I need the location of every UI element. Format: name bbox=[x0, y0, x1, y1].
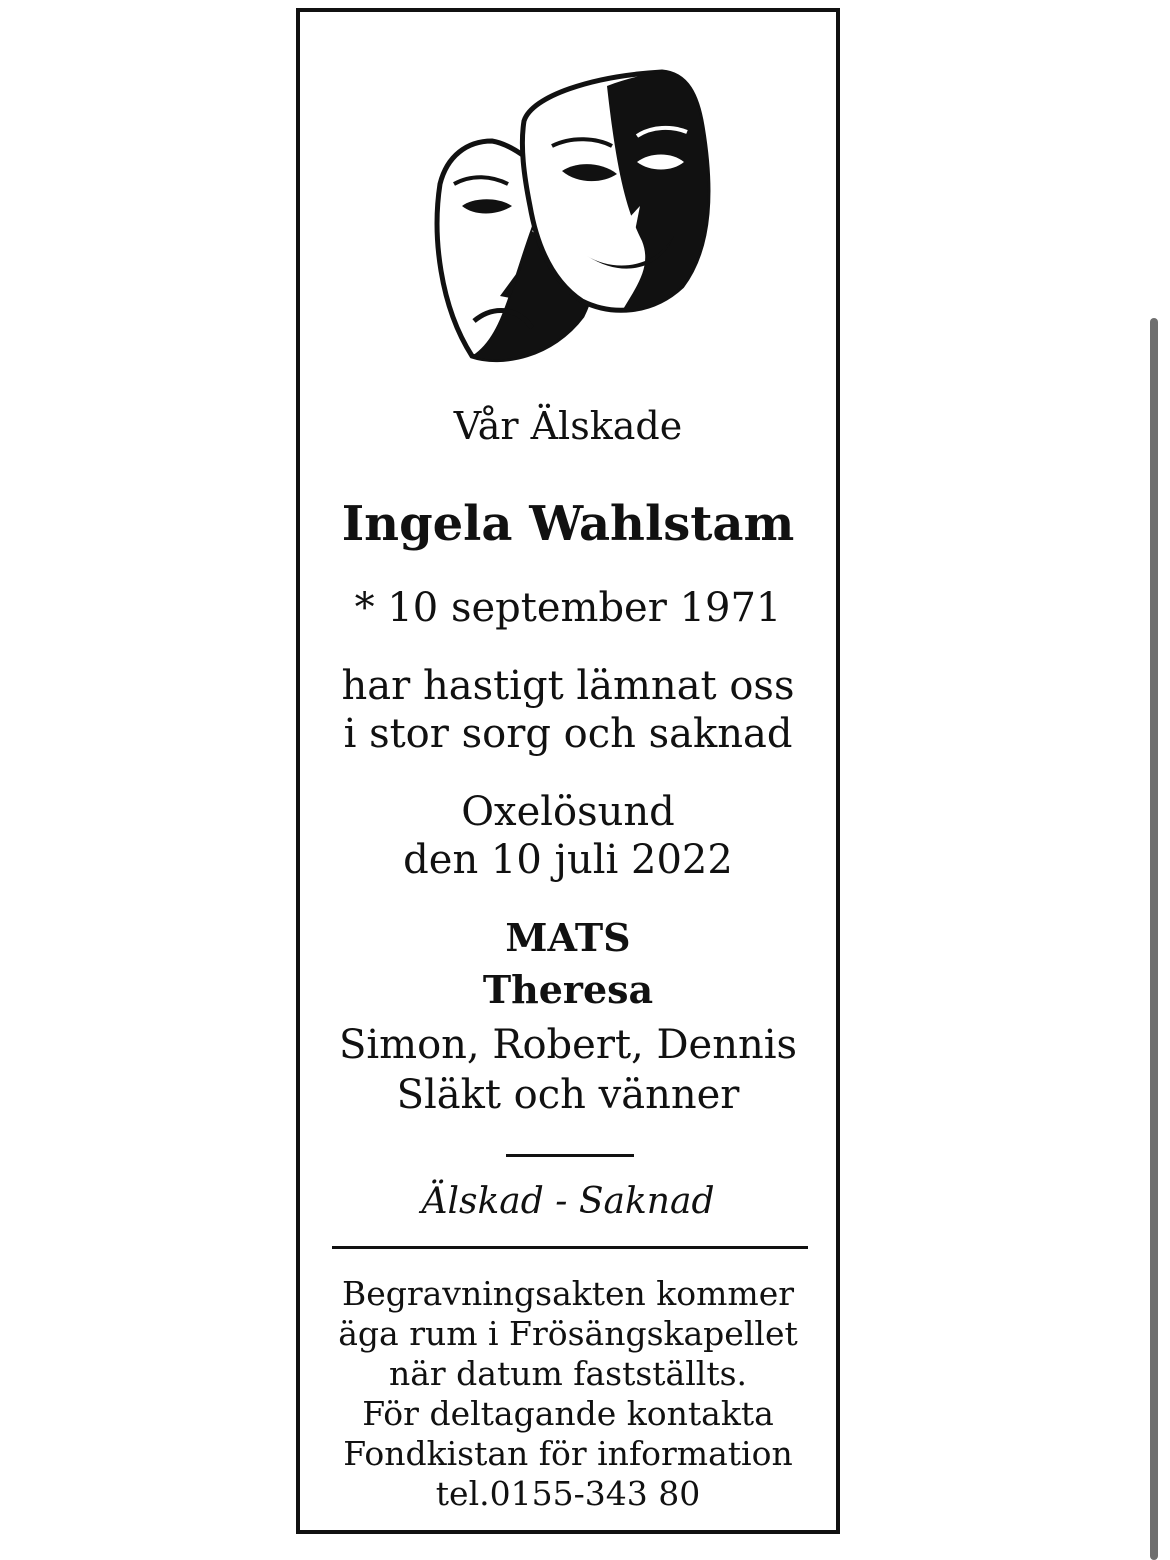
funeral-info bbox=[300, 1274, 836, 1514]
other-mourners bbox=[300, 1020, 836, 1120]
mourner-line: Släkt och vänner bbox=[396, 1072, 740, 1118]
deceased-name: Ingela Wahlstam bbox=[341, 496, 795, 552]
funeral-line: Fondkistan för information bbox=[343, 1434, 793, 1473]
long-divider bbox=[332, 1246, 808, 1249]
theater-masks-icon bbox=[412, 66, 732, 366]
short-divider bbox=[506, 1154, 634, 1157]
message-line: har hastigt lämnat oss bbox=[341, 663, 795, 709]
funeral-line: Begravningsakten kommer bbox=[341, 1274, 795, 1313]
funeral-line: när datum fastställts. bbox=[388, 1354, 748, 1393]
mourner-name: Theresa bbox=[482, 967, 654, 1012]
place-line: Oxelösund bbox=[461, 789, 675, 835]
funeral-phone: tel.0155-343 80 bbox=[435, 1474, 701, 1513]
motto-text: Älskad - Saknad bbox=[421, 1181, 715, 1222]
mourner-line: Simon, Robert, Dennis bbox=[338, 1022, 798, 1068]
obituary-notice bbox=[296, 8, 840, 1534]
mourner-name: MATS bbox=[505, 915, 631, 960]
date-line: den 10 juli 2022 bbox=[403, 837, 733, 883]
message-line: i stor sorg och saknad bbox=[343, 711, 793, 757]
message-text bbox=[300, 662, 836, 758]
funeral-line: äga rum i Frösängskapellet bbox=[338, 1314, 798, 1353]
vertical-scrollbar[interactable] bbox=[1150, 318, 1158, 1560]
funeral-line: För deltagande kontakta bbox=[362, 1394, 774, 1433]
birth-date: * 10 september 1971 bbox=[354, 585, 782, 631]
place-and-date bbox=[300, 788, 836, 884]
intro-text: Vår Älskade bbox=[453, 404, 683, 448]
primary-mourners bbox=[300, 912, 836, 1016]
